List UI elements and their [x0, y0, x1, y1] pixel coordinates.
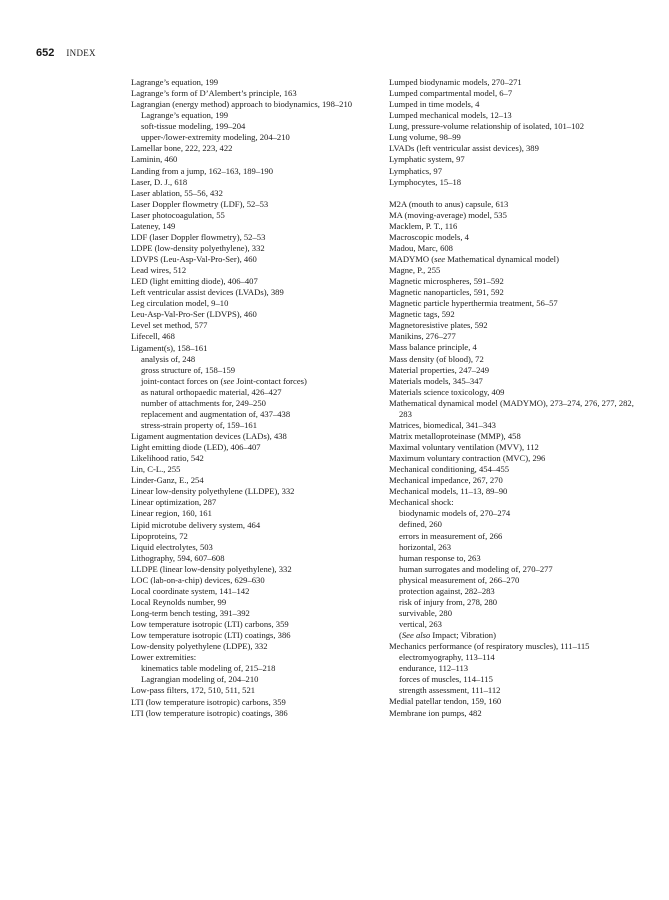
entry-text: Lymphatics, 97 — [389, 165, 442, 176]
entry-text: Lagrangian (energy method) approach to biodynamics, 198–210 — [131, 99, 353, 110]
entry-text: LTI (low temperature isotropic) coatings, 386 — [131, 707, 288, 718]
entry-text: Low temperature isotropic (LTI) carbons, 359 — [131, 619, 289, 630]
entry-text: Magnetic microspheres, 591–592 — [389, 276, 504, 287]
index-entry — [131, 287, 379, 298]
entry-text: forces of muscles, 114–115 — [399, 674, 493, 685]
entry-text: survivable, 280 — [399, 607, 452, 618]
index-entry — [389, 77, 639, 88]
index-entry — [131, 553, 379, 564]
index-entry — [389, 298, 639, 309]
index-entry — [131, 453, 379, 464]
index-entry — [131, 243, 379, 254]
entry-text: Matrices, biomedical, 341–343 — [389, 419, 496, 430]
index-entry — [389, 232, 639, 243]
entry-text: Low-pass filters, 172, 510, 511, 521 — [131, 685, 256, 696]
entry-text: strength assessment, 111–112 — [399, 685, 501, 696]
entry-text: Lithography, 594, 607–608 — [131, 552, 225, 563]
entry-text: Maximum voluntary contraction (MVC), 296 — [389, 453, 546, 464]
entry-text: Lagrangian modeling of, 204–210 — [141, 674, 259, 685]
index-subentry — [389, 586, 639, 597]
index-entry — [389, 475, 639, 486]
index-entry — [131, 608, 379, 619]
index-subentry — [389, 663, 639, 674]
entry-text: MA (moving-average) model, 535 — [389, 209, 507, 220]
index-entry — [389, 342, 639, 353]
entry-text: as natural orthopaedic material, 426–427 — [141, 386, 282, 397]
index-entry — [389, 376, 639, 387]
entry-text: Magnetoresistive plates, 592 — [389, 320, 488, 331]
entry-text: Mechanics performance (of respiratory muscles), 111–115 — [389, 641, 590, 652]
entry-text: LDPE (low-density polyethylene), 332 — [131, 242, 265, 253]
entry-text: Linear region, 160, 161 — [131, 508, 212, 519]
index-entry — [389, 265, 639, 276]
index-entry — [389, 442, 639, 453]
index-entry — [131, 475, 379, 486]
entry-text: MADYMO ( — [389, 253, 435, 264]
index-subentry — [389, 619, 639, 630]
entry-text: upper-/lower-extremity modeling, 204–210 — [141, 132, 290, 143]
entry-text: Mechanical shock: — [389, 497, 454, 508]
index-subentry — [131, 398, 379, 409]
index-subentry — [389, 531, 639, 542]
entry-text: number of attachments for, 249–250 — [141, 397, 266, 408]
index-entry — [131, 232, 379, 243]
index-entry — [389, 166, 639, 177]
index-subentry — [131, 387, 379, 398]
entry-text: Lumped mechanical models, 12–13 — [389, 110, 512, 121]
index-entry — [131, 597, 379, 608]
index-subentry — [131, 663, 379, 674]
entry-text: Magnetic particle hyperthermia treatment, 56–57 — [389, 298, 558, 309]
index-subentry — [389, 564, 639, 575]
entry-text: Lagrange’s form of D’Alembert’s principle, 163 — [131, 88, 297, 99]
index-entry — [389, 641, 639, 652]
entry-text: Macklem, P. T., 116 — [389, 220, 458, 231]
entry-text: Lumped in time models, 4 — [389, 99, 480, 110]
index-entry — [131, 77, 379, 88]
entry-text: Mechanical impedance, 267, 270 — [389, 475, 503, 486]
index-subentry — [389, 508, 639, 519]
entry-text: Leg circulation model, 9–10 — [131, 298, 229, 309]
entry-text: Laser, D. J., 618 — [131, 176, 188, 187]
index-entry — [131, 619, 379, 630]
entry-text: Membrane ion pumps, 482 — [389, 707, 482, 718]
entry-text: replacement and augmentation of, 437–438 — [141, 408, 291, 419]
index-subentry — [131, 365, 379, 376]
entry-text: soft-tissue modeling, 199–204 — [141, 121, 246, 132]
entry-text: LDF (laser Doppler flowmetry), 52–53 — [131, 231, 266, 242]
index-entry — [389, 320, 639, 331]
index-entry — [389, 121, 639, 132]
entry-text: M2A (mouth to anus) capsule, 613 — [389, 198, 509, 209]
index-entry — [131, 88, 379, 99]
index-subentry — [389, 542, 639, 553]
entry-text: Level set method, 577 — [131, 320, 208, 331]
entry-text: errors in measurement of, 266 — [399, 530, 503, 541]
entry-text: Local Reynolds number, 99 — [131, 596, 227, 607]
entry-text: stress-strain property of, 159–161 — [141, 419, 257, 430]
index-entry — [389, 708, 639, 719]
index-entry — [131, 343, 379, 354]
index-subentry — [389, 630, 639, 641]
index-entry — [389, 398, 639, 420]
index-entry — [389, 453, 639, 464]
entry-text-tail: Mathematical dynamical model) — [445, 253, 559, 264]
index-entry — [131, 143, 379, 154]
index-entry — [131, 575, 379, 586]
entry-text: LVADs (left ventricular assist devices), 389 — [389, 143, 539, 154]
entry-text: vertical, 263 — [399, 619, 442, 630]
entry-text: Lumped compartmental model, 6–7 — [389, 88, 513, 99]
index-subentry — [131, 674, 379, 685]
index-entry — [131, 641, 379, 652]
entry-text: biodynamic models of, 270–274 — [399, 508, 511, 519]
entry-text: LLDPE (linear low-density polyethylene), 332 — [131, 563, 292, 574]
entry-text: Materials models, 345–347 — [389, 375, 483, 386]
index-entry — [131, 254, 379, 265]
entry-text: joint-contact forces on ( — [141, 375, 224, 386]
index-entry — [389, 243, 639, 254]
index-entry — [131, 188, 379, 199]
index-entry — [131, 685, 379, 696]
index-entry — [389, 696, 639, 707]
index-subentry — [131, 409, 379, 420]
entry-text: Low temperature isotropic (LTI) coatings, 386 — [131, 630, 291, 641]
entry-text: Matrix metalloproteinase (MMP), 458 — [389, 430, 521, 441]
index-entry — [131, 630, 379, 641]
entry-text: Lung volume, 98–99 — [389, 132, 461, 143]
entry-text: LED (light emitting diode), 406–407 — [131, 276, 258, 287]
entry-text: LDVPS (Leu-Asp-Val-Pro-Ser), 460 — [131, 254, 257, 264]
index-entry — [131, 177, 379, 188]
entry-text: Manikins, 276–277 — [389, 331, 456, 342]
entry-text: Mass density (of blood), 72 — [389, 353, 484, 364]
index-entry — [389, 132, 639, 143]
entry-text: protection against, 282–283 — [399, 585, 495, 596]
entry-text: risk of injury from, 278, 280 — [399, 596, 498, 607]
entry-text: Lymphocytes, 15–18 — [389, 176, 462, 187]
index-entry — [389, 365, 639, 376]
index-subentry — [131, 354, 379, 365]
entry-text: Lateney, 149 — [131, 220, 176, 231]
index-entry — [389, 88, 639, 99]
entry-text: Mechanical conditioning, 454–455 — [389, 464, 510, 475]
entry-text: Laser photocoagulation, 55 — [131, 209, 225, 220]
entry-text: Mass balance principle, 4 — [389, 342, 477, 353]
index-entry — [389, 420, 639, 431]
index-entry — [131, 542, 379, 553]
index-entry — [131, 586, 379, 597]
entry-text: Linear optimization, 287 — [131, 497, 217, 508]
index-entry — [389, 486, 639, 497]
entry-text: defined, 260 — [399, 519, 442, 530]
entry-text: Laser ablation, 55–56, 432 — [131, 187, 223, 198]
entry-text: ( — [399, 630, 402, 641]
entry-text: horizontal, 263 — [399, 541, 452, 552]
index-entry — [389, 99, 639, 110]
index-entry — [131, 298, 379, 309]
index-subentry — [389, 608, 639, 619]
index-subentry — [389, 519, 639, 530]
entry-text: Mechanical models, 11–13, 89–90 — [389, 486, 508, 497]
index-column-right — [389, 77, 639, 719]
page-number: 652 — [36, 47, 55, 59]
entry-text: Material properties, 247–249 — [389, 364, 489, 375]
entry-text: Linder-Ganz, E., 254 — [131, 475, 204, 486]
index-entry — [389, 254, 639, 265]
index-entry — [131, 531, 379, 542]
entry-text-tail: Joint-contact forces) — [234, 375, 307, 386]
index-entry — [389, 464, 639, 475]
index-entry — [131, 697, 379, 708]
entry-text: Long-term bench testing, 391–392 — [131, 608, 250, 618]
index-entry — [131, 320, 379, 331]
page-title: INDEX — [66, 48, 96, 58]
entry-text: LTI (low temperature isotropic) carbons, 359 — [131, 696, 286, 707]
index-entry — [131, 199, 379, 210]
index-entry — [389, 154, 639, 165]
entry-text: Lung, pressure-volume relationship of isolated, 101–102 — [389, 121, 584, 132]
entry-text: Lipoproteins, 72 — [131, 530, 188, 541]
index-entry — [131, 210, 379, 221]
index-entry — [389, 110, 639, 121]
entry-text: Lifecell, 468 — [131, 331, 175, 342]
index-subentry — [389, 685, 639, 696]
entry-text: Mathematical dynamical model (MADYMO), 273–274, 276, 277, 282, 283 — [389, 397, 634, 419]
entry-text: Ligament(s), 158–161 — [131, 342, 208, 353]
index-entry — [389, 431, 639, 442]
index-subentry — [131, 132, 379, 143]
entry-text: Maximal voluntary ventilation (MVV), 112 — [389, 442, 539, 453]
entry-text: Ligament augmentation devices (LADs), 438 — [131, 431, 287, 441]
entry-cross-ref: see — [434, 253, 446, 264]
entry-text: Liquid electrolytes, 503 — [131, 541, 213, 552]
index-entry — [131, 652, 379, 663]
entry-text: physical measurement of, 266–270 — [399, 574, 520, 585]
entry-text: Likelihood ratio, 542 — [131, 453, 204, 464]
index-entry — [389, 199, 639, 210]
entry-cross-ref: see — [223, 375, 235, 386]
index-entry — [131, 464, 379, 475]
index-entry — [131, 154, 379, 165]
entry-text: human response to, 263 — [399, 552, 481, 563]
index-entry — [389, 276, 639, 287]
index-subentry — [389, 652, 639, 663]
entry-text: Left ventricular assist devices (LVADs), 389 — [131, 287, 284, 298]
entry-text: Lin, C-L., 255 — [131, 464, 181, 475]
index-entry — [389, 143, 639, 154]
index-subentry — [131, 420, 379, 431]
index-entry — [389, 354, 639, 365]
entry-text: Madou, Marc, 608 — [389, 242, 453, 253]
entry-text: analysis of, 248 — [141, 353, 196, 364]
entry-text: Lagrange’s equation, 199 — [131, 77, 219, 87]
index-entry — [389, 309, 639, 320]
index-entry — [131, 276, 379, 287]
entry-text-tail: Impact; Vibration) — [430, 630, 496, 641]
index-entry — [131, 486, 379, 497]
entry-text: Linear low-density polyethylene (LLDPE), 332 — [131, 486, 295, 497]
index-entry — [389, 210, 639, 221]
index-entry — [389, 221, 639, 232]
index-entry — [389, 497, 639, 508]
entry-text: Low-density polyethylene (LDPE), 332 — [131, 641, 268, 652]
index-entry — [389, 177, 639, 188]
index-entry — [131, 508, 379, 519]
index-entry — [131, 265, 379, 276]
entry-text: Landing from a jump, 162–163, 189–190 — [131, 165, 274, 176]
index-subentry — [131, 376, 379, 387]
entry-text: Light emitting diode (LED), 406–407 — [131, 442, 261, 453]
entry-text: Laminin, 460 — [131, 154, 178, 165]
entry-text: Lamellar bone, 222, 223, 422 — [131, 143, 233, 154]
index-subentry — [389, 553, 639, 564]
entry-text: Local coordinate system, 141–142 — [131, 585, 250, 596]
entry-text: LOC (lab-on-a-chip) devices, 629–630 — [131, 574, 265, 585]
entry-text: Lagrange’s equation, 199 — [141, 110, 229, 121]
index-subentry — [389, 575, 639, 586]
index-entry — [131, 166, 379, 177]
index-entry — [131, 331, 379, 342]
entry-text: Materials science toxicology, 409 — [389, 386, 505, 397]
entry-text: endurance, 112–113 — [399, 663, 469, 674]
entry-text: Magnetic nanoparticles, 591, 592 — [389, 287, 504, 298]
entry-text: electromyography, 113–114 — [399, 652, 495, 663]
index-entry — [131, 309, 379, 320]
index-entry — [389, 387, 639, 398]
entry-text: kinematics table modeling of, 215–218 — [141, 663, 276, 674]
entry-text: gross structure of, 158–159 — [141, 364, 236, 375]
index-entry — [131, 442, 379, 453]
index-entry — [389, 331, 639, 342]
index-subentry — [389, 674, 639, 685]
entry-text: Laser Doppler flowmetry (LDF), 52–53 — [131, 198, 269, 209]
index-entry — [389, 287, 639, 298]
index-entry — [131, 708, 379, 719]
index-subentry — [389, 597, 639, 608]
index-entry — [131, 99, 379, 110]
entry-text: Macroscopic models, 4 — [389, 231, 469, 242]
entry-text: Magnetic tags, 592 — [389, 309, 455, 320]
index-subentry — [131, 121, 379, 132]
index-entry — [131, 221, 379, 232]
entry-text: Leu-Asp-Val-Pro-Ser (LDVPS), 460 — [131, 309, 257, 320]
index-entry — [131, 564, 379, 575]
entry-text: Lymphatic system, 97 — [389, 154, 465, 165]
entry-text: Magne, P., 255 — [389, 265, 441, 276]
index-column-left — [131, 77, 379, 719]
index-entry — [131, 497, 379, 508]
entry-text: Lipid microtube delivery system, 464 — [131, 519, 261, 530]
entry-text: Lead wires, 512 — [131, 265, 187, 276]
entry-text: human surrogates and modeling of, 270–277 — [399, 563, 553, 574]
section-gap — [389, 188, 639, 199]
entry-cross-ref: See also — [401, 630, 431, 641]
entry-text: Lumped biodynamic models, 270–271 — [389, 77, 522, 87]
index-entry — [131, 431, 379, 442]
page-header — [36, 47, 96, 59]
entry-text: Lower extremities: — [131, 652, 197, 663]
entry-text: Medial patellar tendon, 159, 160 — [389, 696, 502, 707]
index-subentry — [131, 110, 379, 121]
index-entry — [131, 520, 379, 531]
